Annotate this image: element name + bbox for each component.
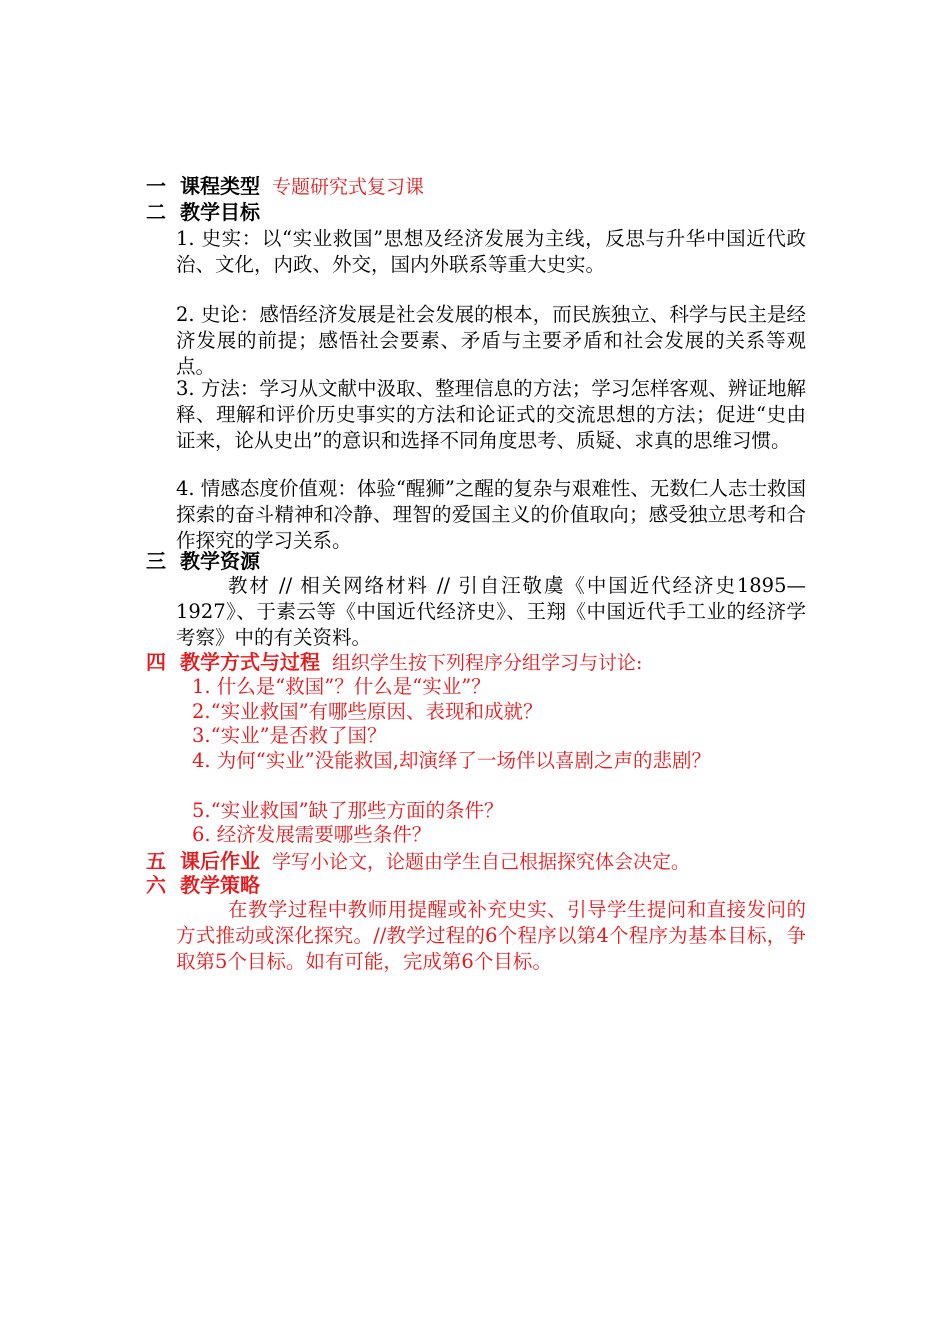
section-subtitle: 组织学生按下列程序分组学习与讨论: <box>332 652 643 674</box>
strategy-paragraph: 在教学过程中教师用提醒或补充史实、引导学生提问和直接发问的方式推动或深化探究。//教学过程的6个程序以第4个程序为基本目标，争取第5个目标。如有可能，完成第6个目标。 <box>176 898 806 973</box>
section-title: 教学资源 <box>180 549 260 573</box>
objective-2: 2. 史论：感悟经济发展是社会发展的根本，而民族独立、科学与民主是经济发展的前提；感悟社会要素、矛盾与主要矛盾和社会发展的关系等观点。 <box>176 303 806 378</box>
section-title: 教学方式与过程 <box>180 650 320 674</box>
section-number: 二 <box>146 200 166 224</box>
section-number: 五 <box>146 849 166 873</box>
section-title: 教学策略 <box>180 873 260 897</box>
section-number: 四 <box>146 650 166 674</box>
section-heading-5 <box>146 848 690 875</box>
section-title: 课后作业 <box>180 849 260 873</box>
section-heading-4 <box>146 649 642 676</box>
section-heading-1 <box>146 173 424 200</box>
section-heading-2 <box>146 199 260 225</box>
section-title: 教学目标 <box>180 200 260 224</box>
process-step-5: 5.“实业救国”缺了那些方面的条件？ <box>192 799 504 822</box>
section-subtitle: 专题研究式复习课 <box>272 176 425 198</box>
objective-1: 1. 史实：以“实业救国”思想及经济发展为主线，反思与升华中国近代政治、文化，内政、外交，国内外联系等重大史实。 <box>176 227 806 276</box>
process-step-1: 1. 什么是“救国”？什么是“实业”？ <box>192 675 491 698</box>
section-heading-6 <box>146 872 260 898</box>
section-number: 六 <box>146 873 166 897</box>
section-subtitle: 学写小论文，论题由学生自己根据探究体会决定。 <box>272 851 691 873</box>
process-step-3: 3.“实业”是否救了国？ <box>192 724 387 747</box>
process-step-6: 6. 经济发展需要哪些条件？ <box>192 823 432 846</box>
resources-paragraph: 教材 // 相关网络材料 // 引自汪敬虞《中国近代经济史1895—1927》、于素云等《中国近代经济史》、王翔《中国近代手工业的经济学考察》中的有关资料。 <box>176 574 806 649</box>
objective-4: 4. 情感态度价值观：体验“醒狮”之醒的复杂与艰难性、无数仁人志士救国探索的奋斗精神和冷静、理智的爱国主义的价值取向；感受独立思考和合作探究的学习关系。 <box>176 477 806 552</box>
section-number: 一 <box>146 174 166 198</box>
objective-3: 3. 方法：学习从文献中汲取、整理信息的方法；学习怎样客观、辨证地解释、理解和评价历史事实的方法和论证式的交流思想的方法；促进“史由证来，论从史出”的意识和选择不同角度思考、质疑、求真的思维习惯。 <box>176 377 806 452</box>
section-title: 课程类型 <box>180 174 260 198</box>
section-heading-3 <box>146 548 260 574</box>
section-number: 三 <box>146 549 166 573</box>
process-step-2: 2.“实业救国”有哪些原因、表现和成就？ <box>192 700 543 723</box>
process-step-4: 4. 为何“实业”没能救国,却演绎了一场伴以喜剧之声的悲剧？ <box>192 749 711 772</box>
